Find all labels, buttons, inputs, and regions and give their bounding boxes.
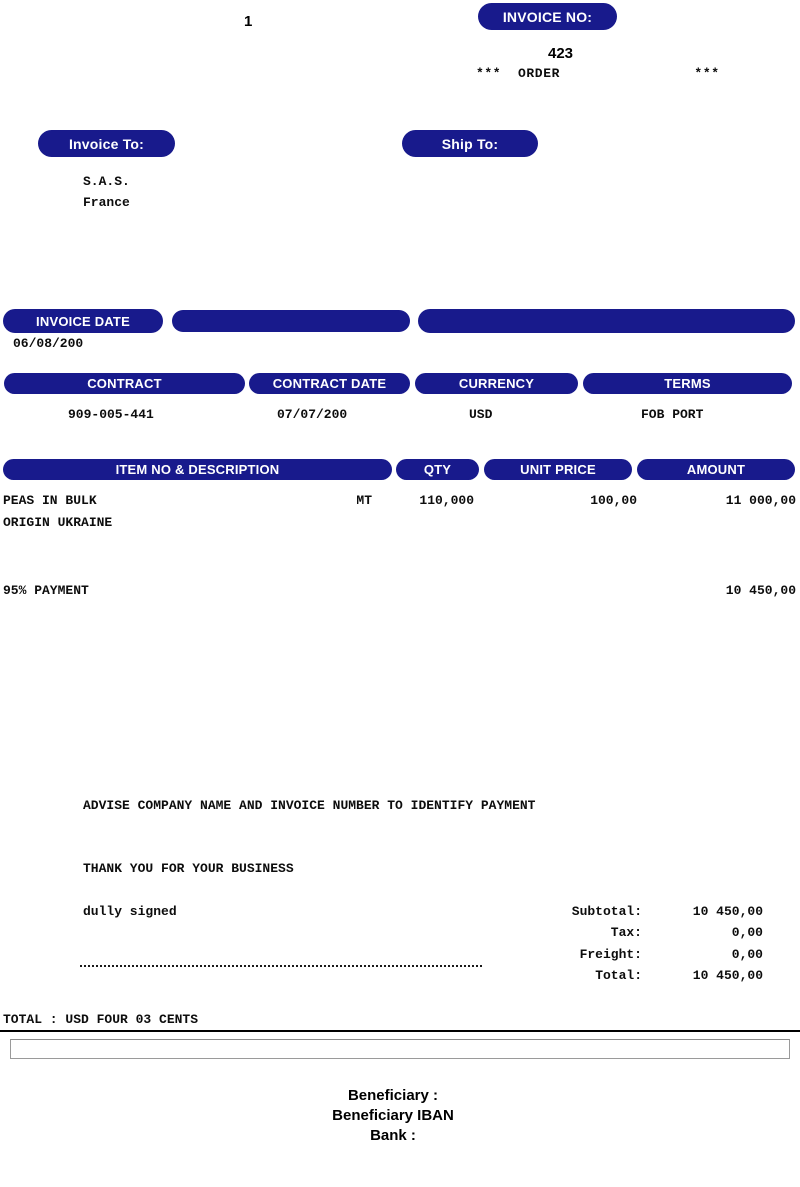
meta-header-blank-2 xyxy=(418,309,795,333)
invoice-date-header xyxy=(3,309,163,333)
totals-value-freight: 0,00 xyxy=(731,947,763,962)
meta-header-blank-1 xyxy=(172,310,410,332)
items-unit-price-header-label: UNIT PRICE xyxy=(520,462,596,477)
totals-value-total: 10 450,00 xyxy=(692,968,763,983)
invoice-no-header xyxy=(478,3,617,30)
totals-label-total: Total: xyxy=(595,968,642,983)
invoice-to-line-2: France xyxy=(83,195,130,210)
items-qty-header-label: QTY xyxy=(423,462,452,477)
invoice-no-value: 423 xyxy=(548,45,574,62)
bank-label: Bank : xyxy=(370,1127,416,1144)
totals-label-subtotal: Subtotal: xyxy=(571,904,642,919)
terms-value: FOB PORT xyxy=(641,407,704,422)
ship-to-header xyxy=(402,130,538,157)
total-in-words: TOTAL : USD FOUR 03 CENTS xyxy=(3,1012,199,1027)
thanks-note: THANK YOU FOR YOUR BUSINESS xyxy=(83,861,294,876)
contract-value: 909-005-441 xyxy=(68,407,154,422)
contract-header-label: CONTRACT xyxy=(87,376,162,391)
items-description-header xyxy=(3,459,392,480)
items-qty-header xyxy=(396,459,479,480)
totals-label-freight: Freight: xyxy=(579,947,642,962)
totals-value-subtotal: 10 450,00 xyxy=(692,904,763,919)
item-unit: MT xyxy=(356,493,372,508)
invoice-to-header xyxy=(38,130,175,157)
advise-note: ADVISE COMPANY NAME AND INVOICE NUMBER TO IDENTIFY PAYMENT xyxy=(83,798,536,813)
currency-value: USD xyxy=(469,407,493,422)
invoice-date-value: 06/08/200 xyxy=(13,336,84,351)
items-amount-header xyxy=(637,459,795,480)
beneficiary-label: Beneficiary : xyxy=(347,1087,439,1104)
total-divider xyxy=(0,1030,800,1032)
item-description-line-1: PEAS IN BULK xyxy=(3,493,97,508)
contract-header xyxy=(4,373,245,394)
payment-row-label: 95% PAYMENT xyxy=(3,583,89,598)
payment-row-amount: 10 450,00 xyxy=(725,583,796,598)
beneficiary-iban-label: Beneficiary IBAN xyxy=(332,1107,454,1124)
invoice-no-header-label: INVOICE NO: xyxy=(502,8,593,25)
contract-date-value: 07/07/200 xyxy=(277,407,348,422)
ship-to-header-label: Ship To: xyxy=(441,135,499,152)
contract-date-header xyxy=(249,373,410,394)
invoice-date-header-label: INVOICE DATE xyxy=(36,313,130,329)
invoice-to-line-1: S.A.S. xyxy=(83,174,130,189)
order-marker: *** ORDER *** xyxy=(476,66,720,81)
signature-dotted-line xyxy=(80,965,482,967)
items-description-header-label: ITEM NO & DESCRIPTION xyxy=(115,462,280,477)
signature-note: dully signed xyxy=(83,904,177,919)
items-amount-header-label: AMOUNT xyxy=(686,462,746,477)
items-unit-price-header xyxy=(484,459,632,480)
item-qty: 110,000 xyxy=(419,493,474,508)
totals-value-tax: 0,00 xyxy=(731,925,763,940)
totals-label-tax: Tax: xyxy=(610,925,642,940)
bank-details-box xyxy=(10,1039,790,1059)
item-description-line-2: ORIGIN UKRAINE xyxy=(3,515,113,530)
contract-date-header-label: CONTRACT DATE xyxy=(272,376,387,391)
invoice-to-header-label: Invoice To: xyxy=(68,135,145,152)
item-unit-price: 100,00 xyxy=(590,493,637,508)
currency-header-label: CURRENCY xyxy=(458,376,535,391)
page-number: 1 xyxy=(244,13,253,30)
terms-header xyxy=(583,373,792,394)
currency-header xyxy=(415,373,578,394)
terms-header-label: TERMS xyxy=(664,376,711,391)
item-amount: 11 000,00 xyxy=(725,493,796,508)
